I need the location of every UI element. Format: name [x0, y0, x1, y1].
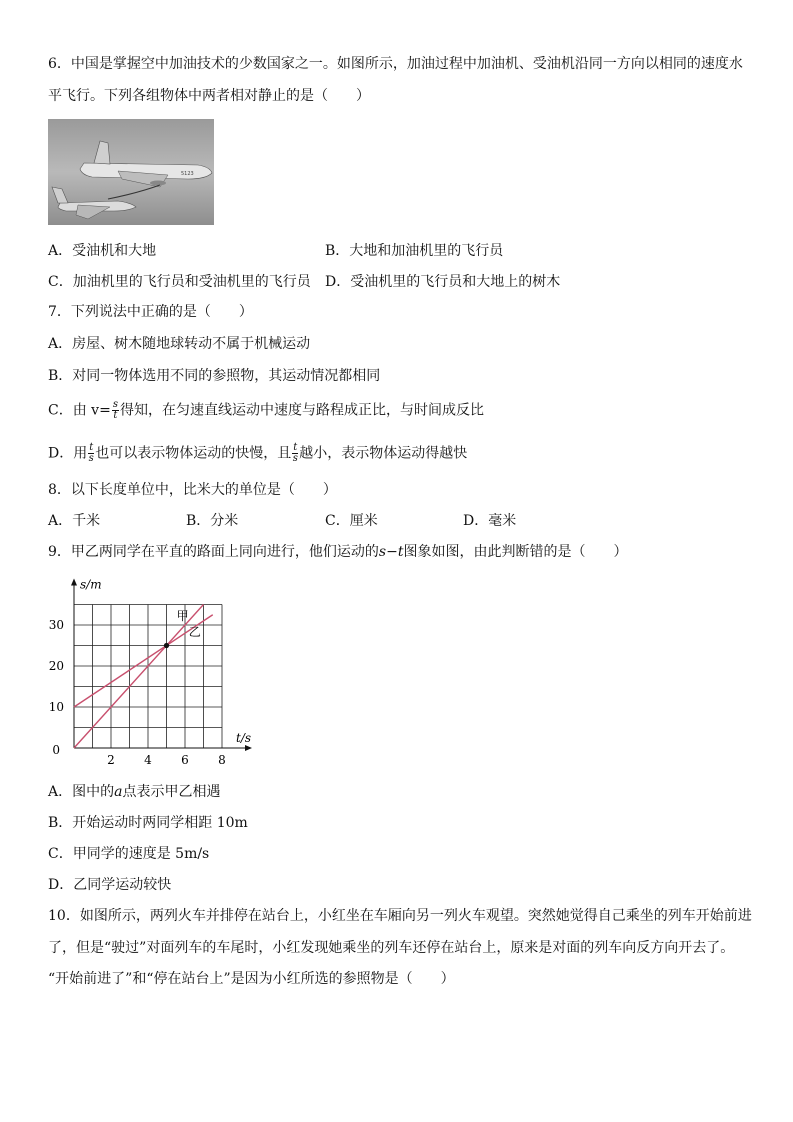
q8-stem: 8．以下长度单位中，比米大的单位是（ ）: [48, 482, 337, 498]
chart-ticks: [49, 618, 226, 767]
x-tick-label: 8: [218, 753, 226, 767]
chart-axes: [71, 578, 252, 752]
q6-stem-line2: 平飞行。下列各组物体中两者相对静止的是（ ）: [48, 88, 370, 104]
y-axis-label: s/m: [80, 577, 102, 592]
series-line: [74, 605, 204, 749]
q7-d-prefix: D．用: [48, 445, 88, 462]
q9-a-prefix: A．图中的: [48, 784, 115, 800]
q10-stem-line2: 了，但是“驶过”对面列车的车尾时，小红发现她乘坐的列车还停在站台上，原来是对面的列车向反方向开去了。: [48, 940, 735, 956]
q10-stem-line1: 10．如图所示，两列火车并排停在站台上，小红坐在车厢向另一列火车观望。突然她觉得自己乘坐的列车开始前进: [48, 908, 752, 924]
q9-option-a: [48, 782, 220, 802]
fraction-denominator: t: [113, 410, 118, 421]
y-tick-label: 20: [48, 659, 64, 673]
tanker-marking: 5123: [181, 171, 194, 177]
q8-option-c: C．厘米: [325, 513, 378, 529]
q6-stem-line1: 6．中国是掌握空中加油技术的少数国家之一。如图所示，加油过程中加油机、受油机沿同一方向以相同的速度水: [48, 56, 743, 72]
y-axis-arrow: [71, 579, 77, 586]
intersection-point: [164, 643, 169, 648]
q9-option-b: B．开始运动时两同学相距 10m: [48, 815, 248, 831]
q8-option-a: A．千米: [48, 513, 101, 529]
q7-d-middle: 也可以表示物体运动的快慢，且: [95, 445, 292, 462]
y-tick-label: 30: [48, 618, 64, 632]
q9-stem-suffix: 图象如图，由此判断错的是（ ）: [403, 544, 628, 560]
series-label: 甲: [176, 609, 189, 624]
origin-label: 0: [52, 743, 60, 757]
fraction-numerator: t: [89, 442, 94, 453]
fraction-numerator: s: [112, 399, 118, 410]
q7-option-b: B．对同一物体选用不同的参照物，其运动情况都相同: [48, 368, 381, 384]
x-tick-label: 6: [181, 753, 189, 767]
t-over-s-fraction: [88, 443, 94, 464]
q9-stem-variable: s−t: [378, 544, 404, 560]
q9-a-variable: a: [114, 784, 123, 800]
q9-option-d: D．乙同学运动较快: [48, 877, 172, 893]
t-over-s-fraction: [292, 443, 298, 464]
q6-option-b: B．大地和加油机里的飞行员: [325, 243, 504, 259]
velocity-fraction: [112, 400, 119, 421]
fraction-numerator: t: [293, 442, 298, 453]
aerial-refueling-photo: [48, 119, 214, 225]
q9-stem-prefix: 9．甲乙两同学在平直的路面上同向进行，他们运动的: [48, 544, 379, 560]
y-tick-label: 10: [48, 700, 64, 714]
q10-stem-line3: “开始前进了”和“停在站台上”是因为小红所选的参照物是（ ）: [48, 971, 455, 987]
q7-c-prefix: C．由 v=: [48, 402, 111, 419]
q6-option-a: A．受油机和大地: [48, 243, 157, 259]
q7-c-suffix: 得知，在匀速直线运动中速度与路程成正比，与时间成反比: [119, 402, 484, 419]
q8-option-d: D．毫米: [463, 513, 517, 529]
chart-series-labels: [177, 609, 201, 639]
q7-option-c: [48, 400, 484, 421]
x-axis-arrow: [245, 745, 252, 751]
q6-option-c: C．加油机里的飞行员和受油机里的飞行员: [48, 274, 311, 290]
x-axis-label: t/s: [236, 731, 252, 745]
q7-stem: 7．下列说法中正确的是（ ）: [48, 304, 253, 320]
q7-option-d: [48, 443, 467, 464]
q6-option-d: D．受油机里的飞行员和大地上的树木: [325, 274, 561, 290]
fraction-denominator: s: [292, 453, 298, 464]
q9-a-suffix: 点表示甲乙相遇: [122, 784, 221, 800]
q7-d-suffix: 越小，表示物体运动得越快: [299, 445, 468, 462]
fraction-denominator: s: [88, 453, 94, 464]
x-tick-label: 4: [144, 753, 152, 767]
series-label: 乙: [188, 625, 201, 640]
q9-stem: [48, 542, 627, 562]
q7-option-a: A．房屋、树木随地球转动不属于机械运动: [48, 336, 311, 352]
q9-option-c: C．甲同学的速度是 5m/s: [48, 846, 210, 862]
q8-option-b: B．分米: [186, 513, 239, 529]
s-t-graph: [40, 570, 270, 770]
x-tick-label: 2: [107, 753, 115, 767]
